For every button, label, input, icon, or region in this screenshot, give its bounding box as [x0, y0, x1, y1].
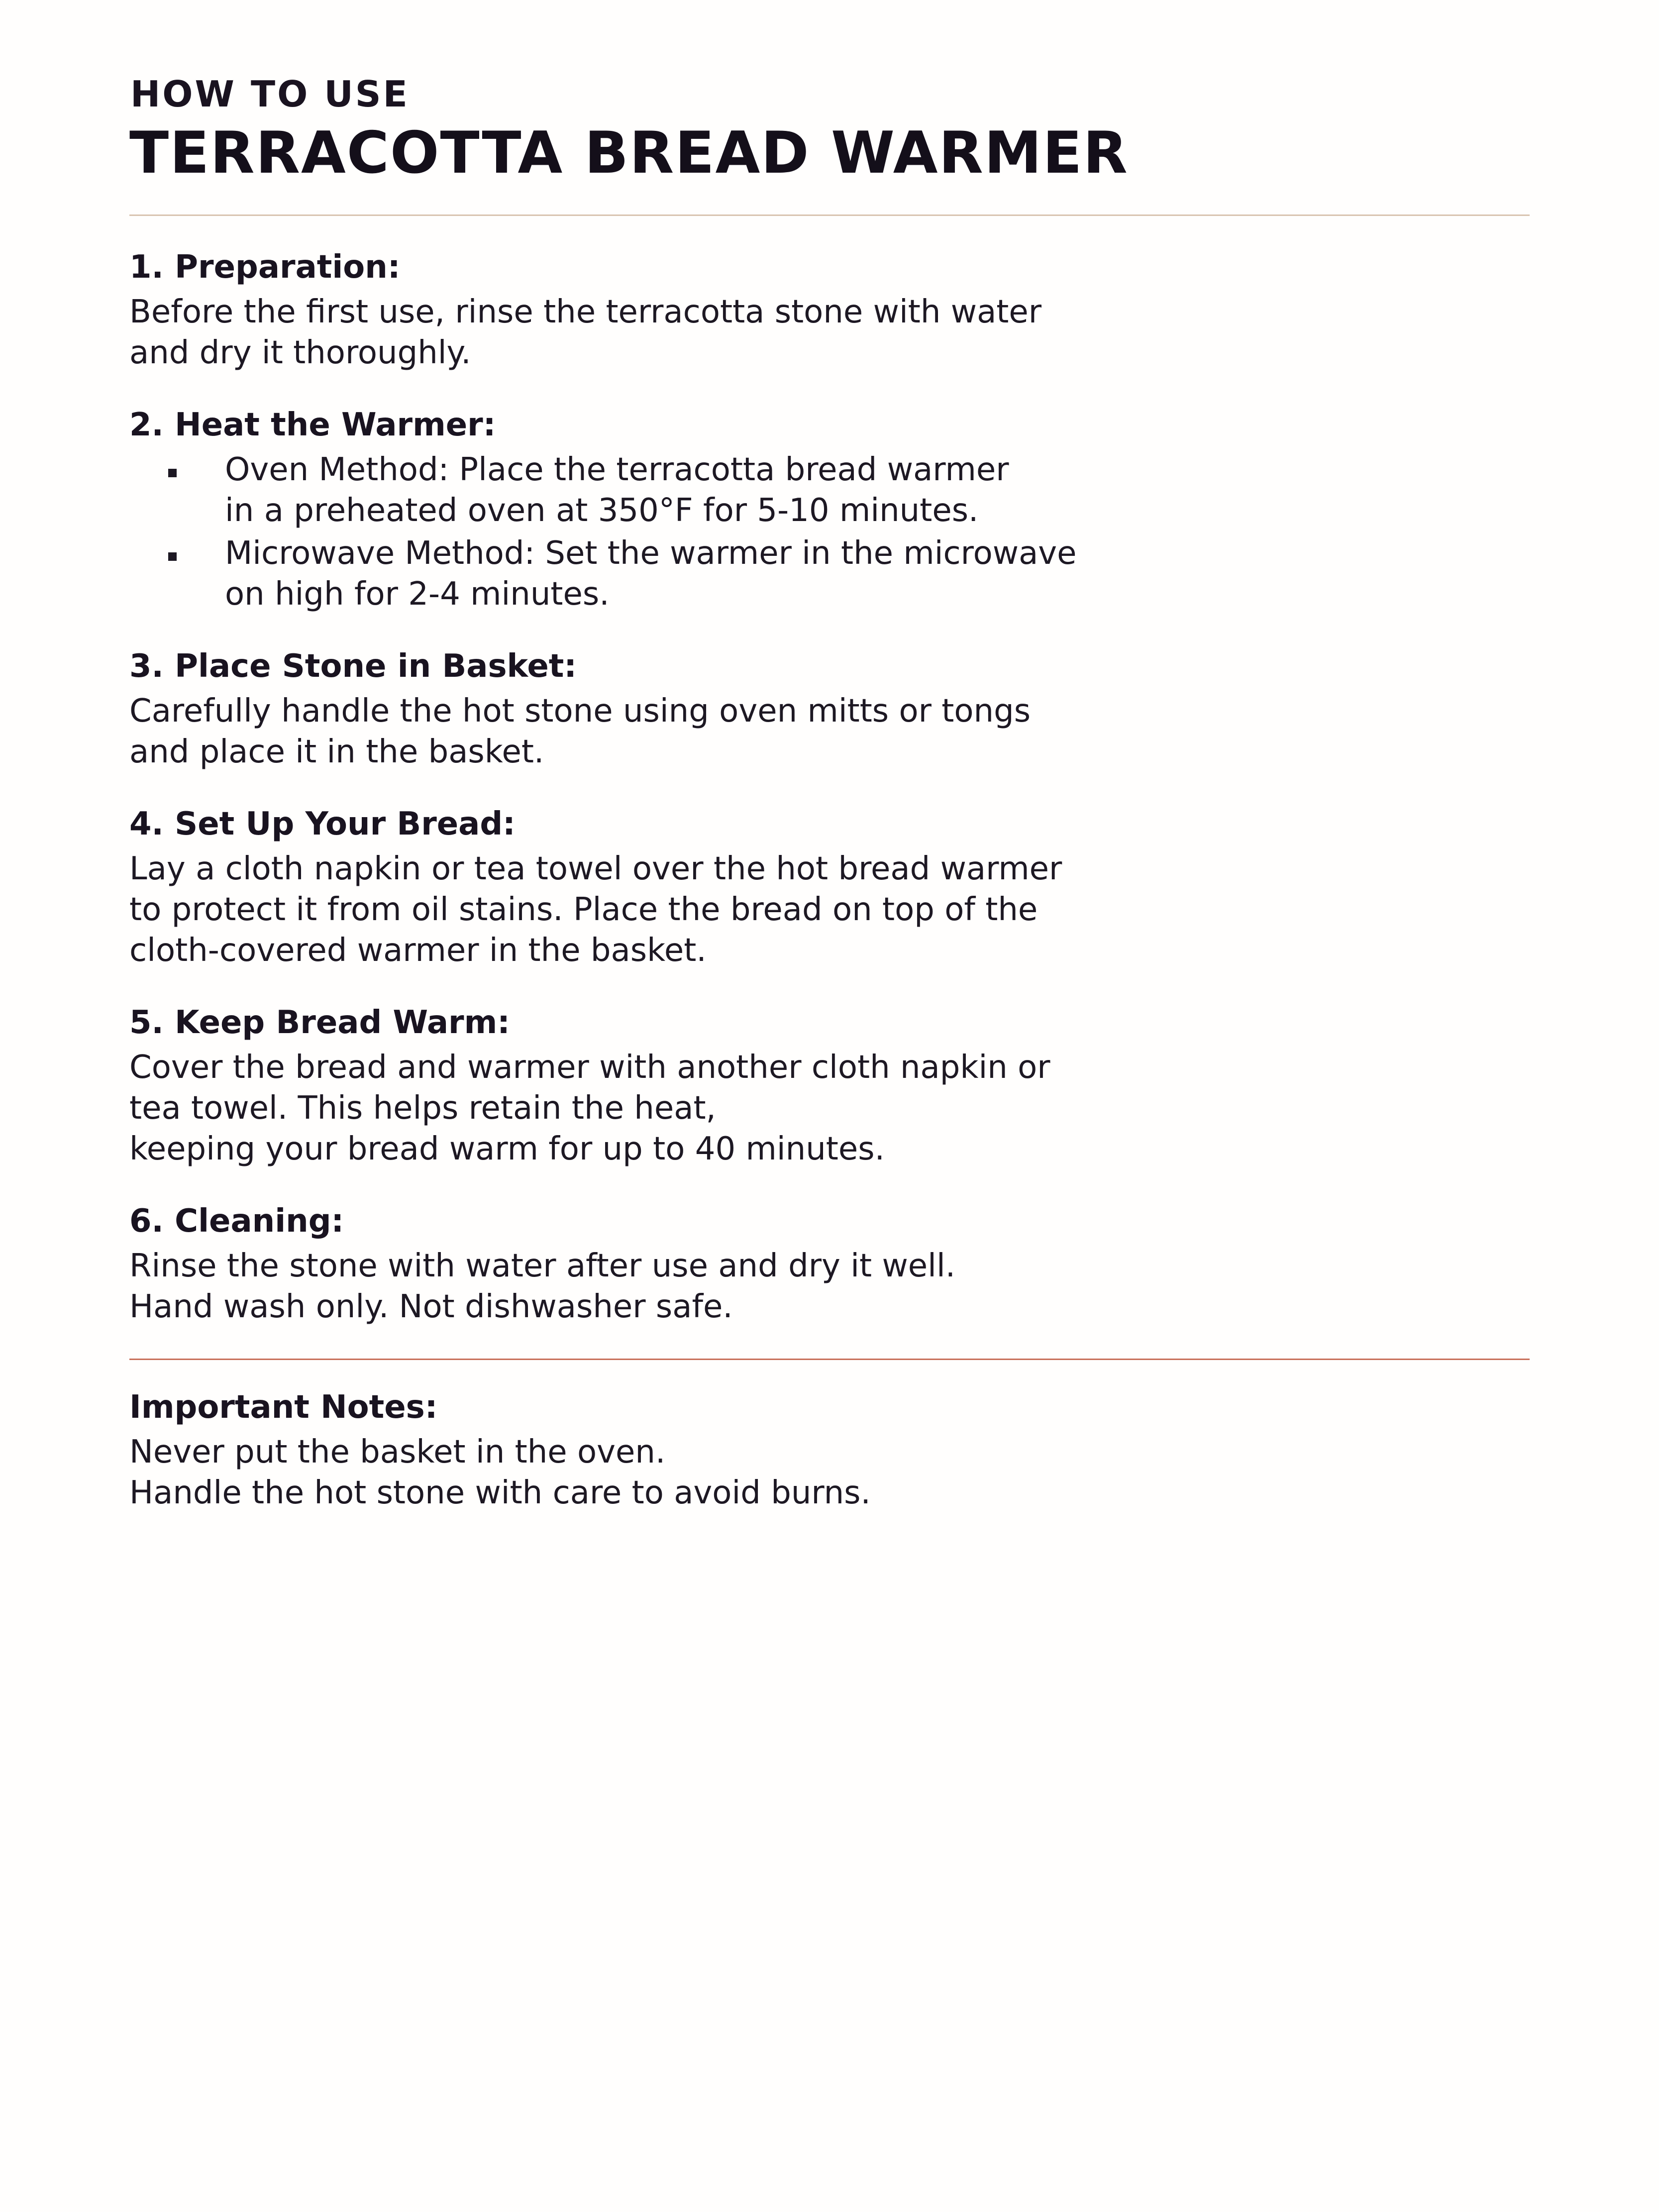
body-line: in a preheated oven at 350°F for 5-10 minutes. [225, 492, 979, 529]
list-item [129, 450, 1530, 531]
body-line: keeping your bread warm for up to 40 minutes. [129, 1130, 885, 1167]
section-heading: 3. Place Stone in Basket: [129, 647, 577, 685]
bullet-square-icon [168, 469, 177, 477]
body-line: tea towel. This helps retain the heat, [129, 1089, 716, 1127]
eyebrow-text: HOW TO USE [130, 73, 410, 115]
body-line: Cover the bread and warmer with another cloth napkin or [129, 1049, 1050, 1086]
body-line: Carefully handle the hot stone using oven mitts or tongs [129, 693, 1031, 730]
section-body [129, 292, 1530, 374]
body-line: Rinse the stone with water after use and dry it well. [129, 1247, 956, 1284]
section-body [129, 849, 1530, 971]
body-line: cloth-covered warmer in the basket. [129, 932, 707, 969]
divider-top [129, 214, 1530, 216]
bullet-list [129, 450, 1530, 615]
body-line: and place it in the basket. [129, 734, 544, 770]
list-item [129, 533, 1530, 615]
section-set-up-your-bread [129, 804, 1530, 971]
divider-bottom [129, 1359, 1530, 1360]
body-line: Oven Method: Place the terracotta bread warmer [225, 451, 1009, 489]
section-heading: 1. Preparation: [129, 249, 401, 286]
body-line: on high for 2-4 minutes. [225, 576, 610, 613]
section-important-notes [129, 1387, 1530, 1514]
notes-heading: Important Notes: [129, 1388, 438, 1426]
section-heading: 2. Heat the Warmer: [129, 407, 496, 444]
body-line: Handle the hot stone with care to avoid burns. [129, 1474, 871, 1511]
body-line: and dry it thoroughly. [129, 334, 471, 372]
section-body [129, 1048, 1530, 1170]
body-line: to protect it from oil stains. Place the bread on top of the [129, 891, 1038, 928]
body-line: Never put the basket in the oven. [129, 1433, 666, 1471]
section-preparation [129, 247, 1530, 374]
section-heading: 6. Cleaning: [129, 1202, 344, 1240]
section-body [129, 1246, 1530, 1328]
body-line: Hand wash only. Not dishwasher safe. [129, 1288, 733, 1325]
section-heading: 5. Keep Bread Warm: [129, 1004, 510, 1041]
body-line: Microwave Method: Set the warmer in the microwave [225, 535, 1077, 572]
bullet-square-icon [168, 552, 177, 561]
section-cleaning [129, 1201, 1530, 1328]
section-body [129, 691, 1530, 773]
page-title: TERRACOTTA BREAD WARMER [129, 119, 1129, 187]
body-line: Lay a cloth napkin or tea towel over the hot bread warmer [129, 850, 1062, 888]
notes-body [129, 1432, 1530, 1514]
section-heading: 4. Set Up Your Bread: [129, 805, 516, 843]
section-keep-bread-warm [129, 1002, 1530, 1170]
body-line: Before the first use, rinse the terracotta stone with water [129, 294, 1042, 331]
section-place-stone-in-basket [129, 646, 1530, 773]
section-heat-the-warmer [129, 405, 1530, 615]
